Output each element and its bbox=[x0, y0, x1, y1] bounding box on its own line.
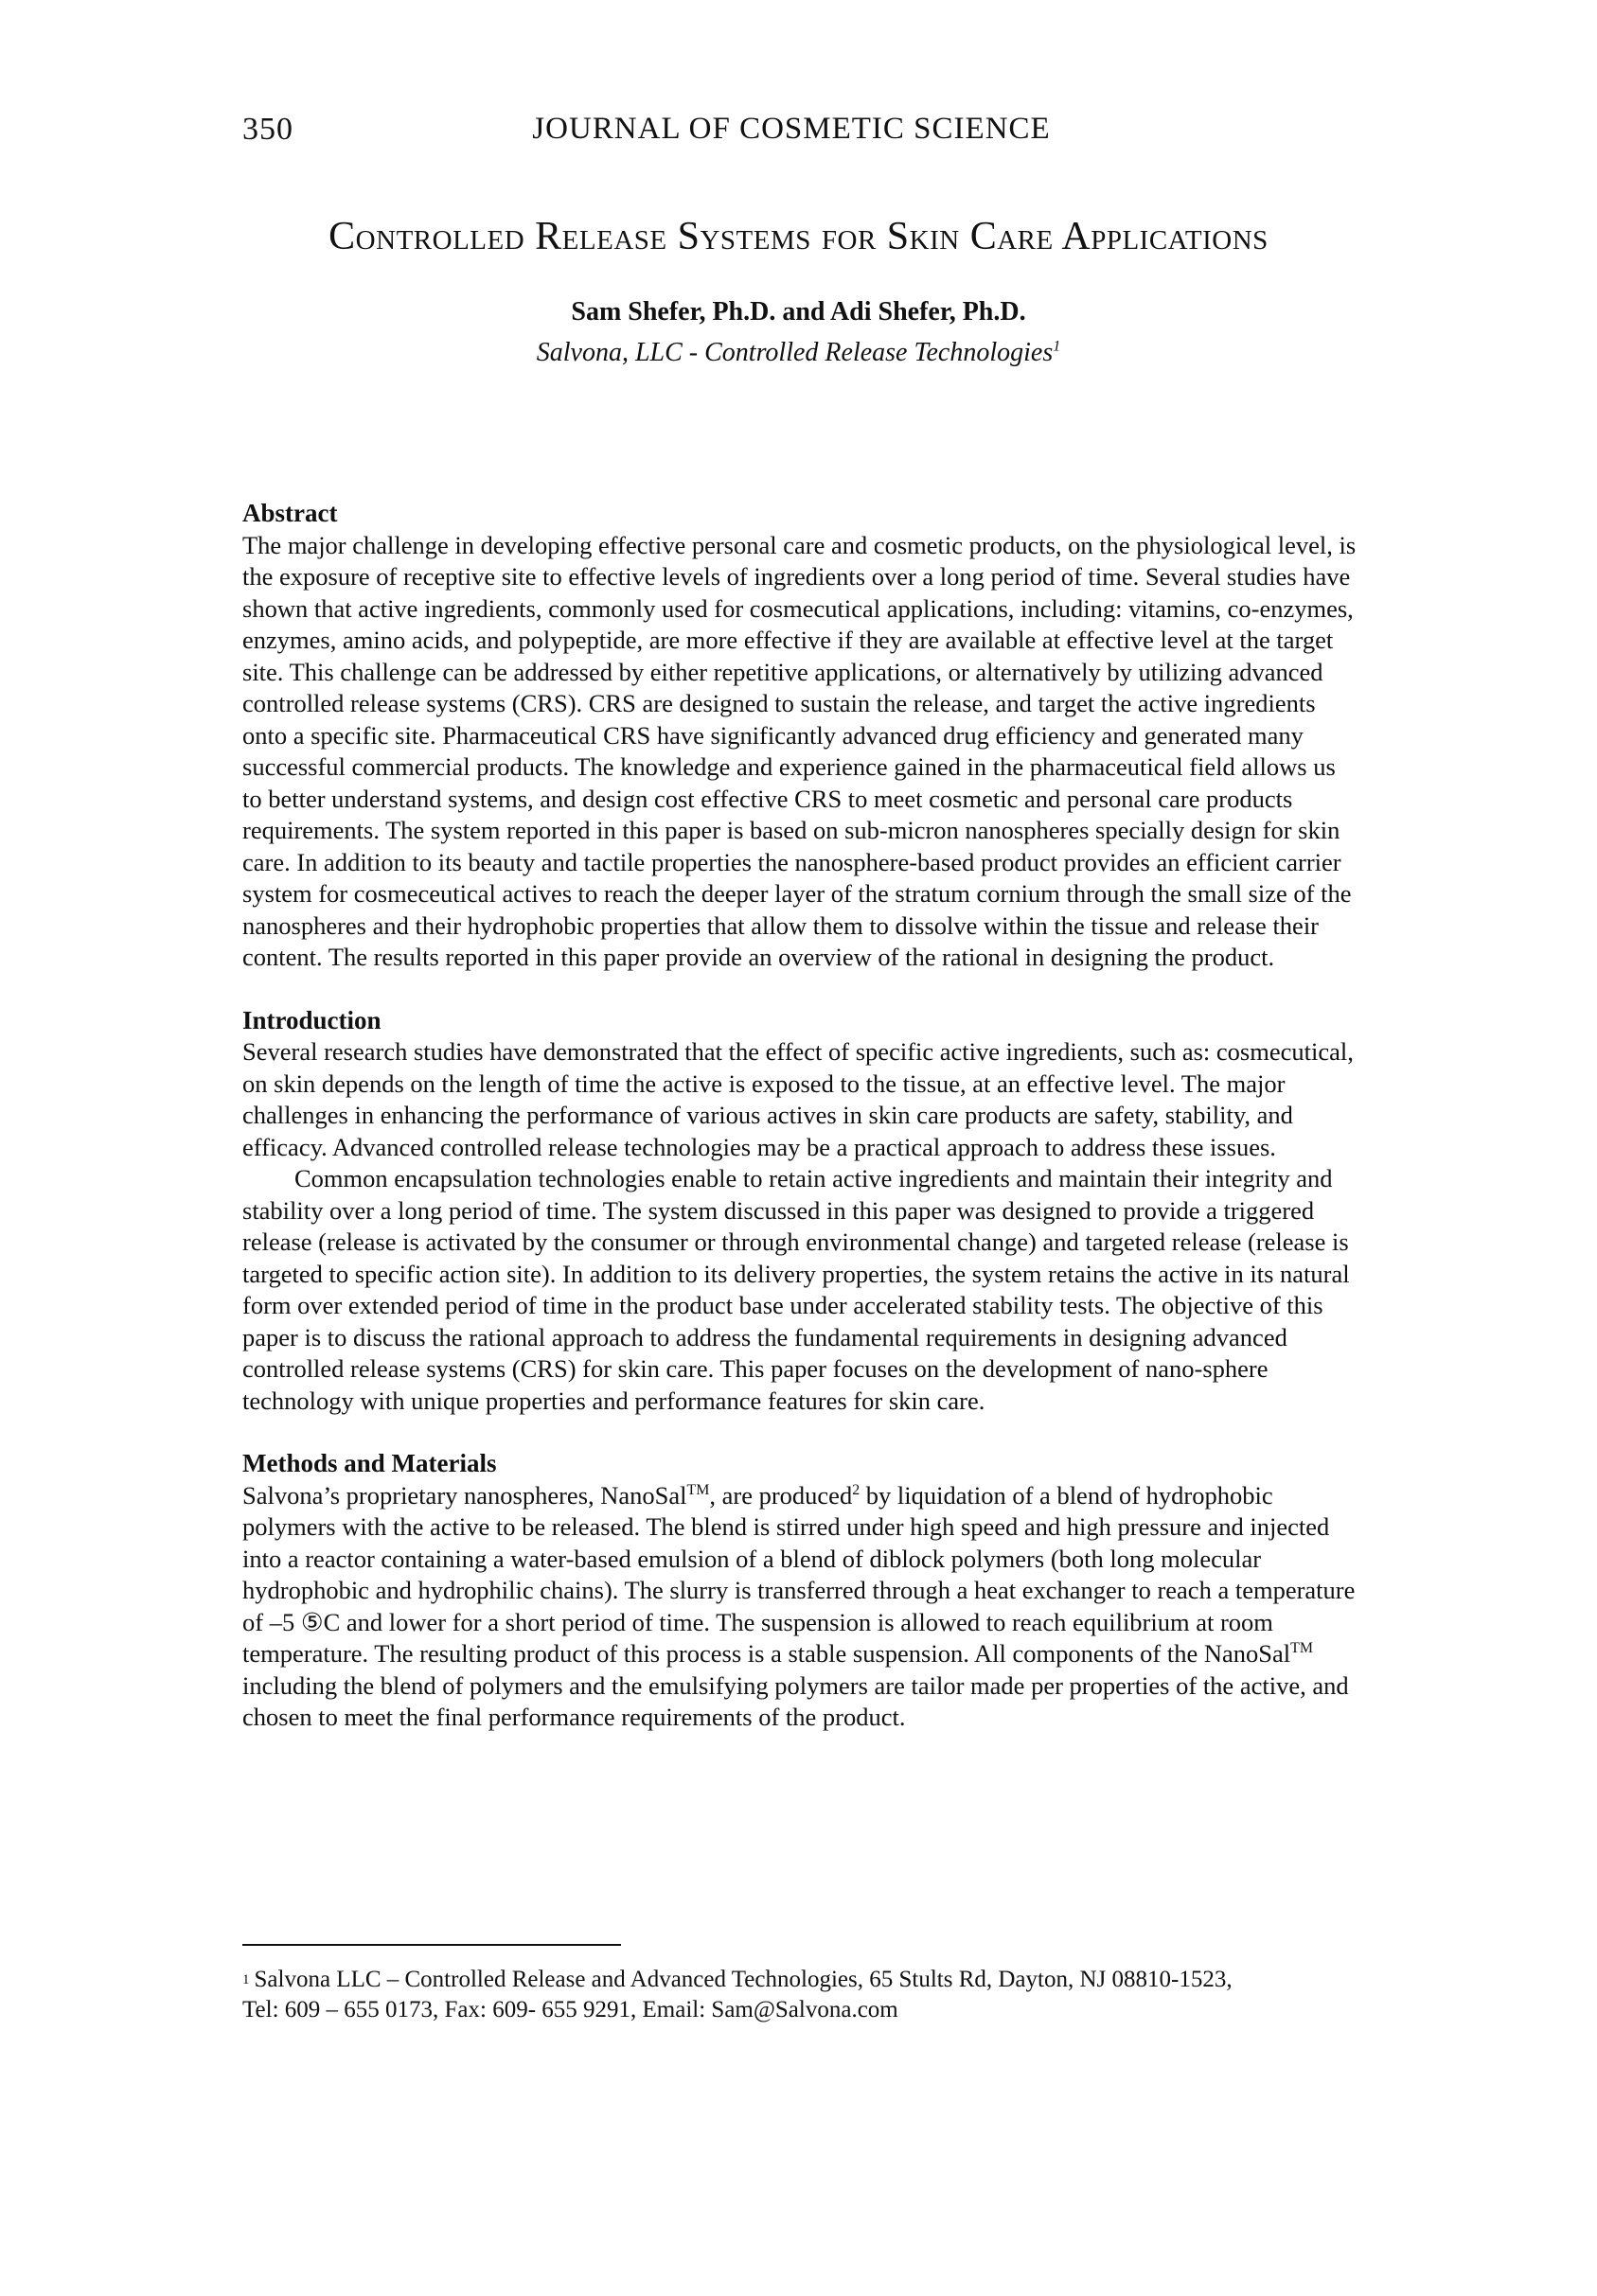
abstract-section bbox=[242, 498, 1359, 974]
methods-text-d: including the blend of polymers and the emulsifying polymers are tailor made per properties of the active, and chosen to meet the final performance requirements of the product. bbox=[242, 1670, 1349, 1731]
trademark-mark-2: TM bbox=[1290, 1640, 1313, 1657]
journal-name: JOURNAL OF COSMETIC SCIENCE bbox=[532, 112, 1051, 146]
methods-heading: Methods and Materials bbox=[242, 1449, 497, 1477]
introduction-paragraph-2: Common encapsulation technologies enable to retain active ingredients and maintain their integrity and stability over a long period of time. The system discussed in this paper was designed to provide a triggered release (release is activated by the consumer or through environmental change) and targeted release (release is targeted to specific action site). In addition to its delivery properties, the system retains the active in its natural form over extended period of time in the product base under accelerated stability tests. The objective of this paper is to discuss the rational approach to address the fundamental requirements in designing advanced controlled release systems (CRS) for skin care. This paper focuses on the development of nano-sphere technology with unique properties and performance features for skin care. bbox=[242, 1164, 1350, 1415]
footnote-line-1 bbox=[242, 1965, 1359, 1995]
article-affiliation bbox=[0, 338, 1597, 368]
article-body bbox=[242, 498, 1359, 1765]
introduction-paragraph-1: Several research studies have demonstrated that the effect of specific active ingredients, such as: cosmecutical, on skin depends on the length of time the active is exposed to the tissue, at an effective level. The major challenges in enhancing the performance of various actives in skin care products are safety, stability, and efficacy. Advanced controlled release technologies may be a practical approach to address these issues. bbox=[242, 1037, 1354, 1161]
article-authors: Sam Shefer, Ph.D. and Adi Shefer, Ph.D. bbox=[571, 297, 1026, 327]
reference-mark: 2 bbox=[852, 1481, 861, 1498]
methods-text-a: Salvona’s proprietary nanospheres, NanoSal bbox=[242, 1480, 687, 1510]
footnote bbox=[242, 1965, 1359, 2025]
methods-text-b: , are produced bbox=[709, 1480, 853, 1510]
footnote-line-2: Tel: 609 – 655 0173, Fax: 609- 655 9291, Email: Sam@Salvona.com bbox=[242, 1997, 898, 2022]
abstract-heading: Abstract bbox=[242, 499, 338, 527]
page-number: 350 bbox=[242, 112, 293, 147]
affiliation-text: Salvona, LLC - Controlled Release Technologies bbox=[536, 338, 1054, 367]
footnote-mark: 1 bbox=[242, 1972, 250, 1987]
methods-section bbox=[242, 1448, 1359, 1734]
methods-paragraph bbox=[242, 1480, 1359, 1734]
article-title: Controlled Release Systems for Skin Care Applications bbox=[328, 215, 1269, 258]
footnote-divider bbox=[242, 1944, 621, 1946]
running-head bbox=[242, 112, 1359, 150]
affiliation-footnote-mark: 1 bbox=[1053, 338, 1061, 355]
methods-text-c: by liquidation of a blend of hydrophobic polymers with the active to be released. The blend is stirred under high speed and high pressure and injected into a reactor containing a water-based emulsion of a blend of diblock polymers (both long molecular hydrophobic and hydrophilic chains). The slurry is transferred through a heat exchanger to reach a temperature of –5 ⑤C and lower for a short period of time. The suspension is allowed to reach equilibrium at room temperature. The resulting product of this process is a stable suspension. All components of the NanoSal bbox=[242, 1480, 1356, 1668]
introduction-section bbox=[242, 1005, 1359, 1418]
introduction-heading: Introduction bbox=[242, 1005, 382, 1034]
footnote-text-1: Salvona LLC – Controlled Release and Advanced Technologies, 65 Stults Rd, Dayton, NJ 08810-1523, bbox=[254, 1967, 1233, 1992]
trademark-mark: TM bbox=[686, 1481, 710, 1498]
abstract-text: The major challenge in developing effective personal care and cosmetic products, on the physiological level, is the exposure of receptive site to effective levels of ingredients over a long period of time. Several studies have shown that active ingredients, commonly used for cosmecutical applications, including: vitamins, co-enzymes, enzymes, amino acids, and polypeptide, are more effective if they are available at effective level at the target site. This challenge can be addressed by either repetitive applications, or alternatively by utilizing advanced controlled release systems (CRS). CRS are designed to sustain the release, and target the active ingredients onto a specific site. Pharmaceutical CRS have significantly advanced drug efficiency and generated many successful commercial products. The knowledge and experience gained in the pharmaceutical field allows us to better understand systems, and design cost effective CRS to meet cosmetic and personal care products requirements. The system reported in this paper is based on sub-micron nanospheres specially design for skin care. In addition to its beauty and tactile properties the nanosphere-based product provides an efficient carrier system for cosmeceutical actives to reach the deeper layer of the stratum cornium through the small size of the nanospheres and their hydrophobic properties that allow them to dissolve within the tissue and release their content. The results reported in this paper provide an overview of the rational in designing the product. bbox=[242, 530, 1357, 971]
